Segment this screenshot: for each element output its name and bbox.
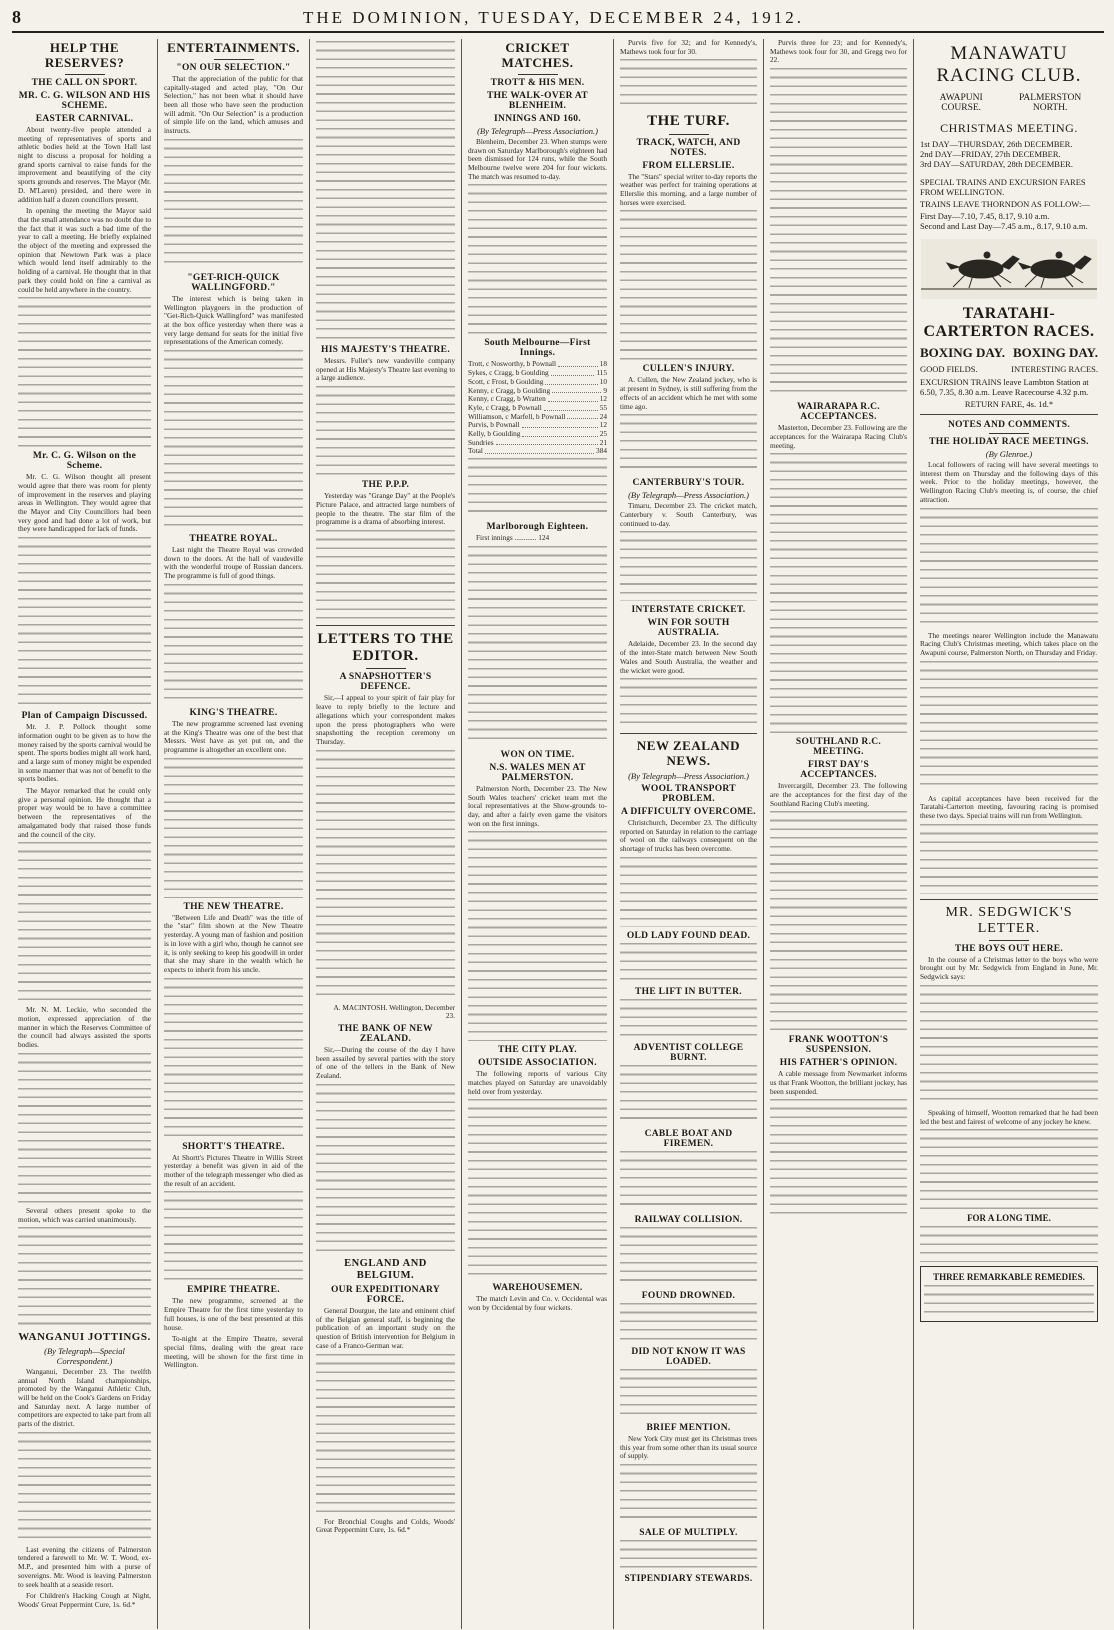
- paragraph: Speaking of himself, Wootton remarked that he had been led the best and fairest of welcome of any jockey he knew.: [920, 1107, 1098, 1126]
- runs-value: 21: [599, 437, 607, 447]
- subhead: OUR EXPEDITIONARY FORCE.: [330, 1284, 440, 1305]
- subhead: RAILWAY COLLISION.: [634, 1214, 743, 1225]
- subhead: THE P.P.P.: [361, 480, 410, 491]
- paragraph: "Between Life and Death" was the title of the "star" film shown at the New Theatre yesterday. A young man of fashion and position is in love with a girl who, though he cannot see it, is only seeking to keep his goodwill in order that she may share in the wealth which he expects to inherit from his uncle.: [164, 912, 303, 974]
- paragraph: First innings ............ 124: [476, 533, 550, 543]
- headline-turf: THE TURF.: [647, 113, 730, 130]
- column-6: [764, 39, 914, 1629]
- racehorse-illustration: [921, 239, 1097, 299]
- headline-sedgwick: MR. SEDGWICK'S LETTER.: [945, 904, 1073, 936]
- subhead: STIPENDIARY STEWARDS.: [624, 1574, 753, 1584]
- batsman-name: Williamson, c Marfell, b Pownall: [468, 411, 566, 421]
- subhead: SHORTT'S THEATRE.: [182, 1141, 285, 1152]
- paragraph: The new programme screened last evening at the King's Theatre was one of the best that Messrs. West have as yet put on, and the programme is altogether an excellent one.: [164, 718, 303, 754]
- subhead: HIS MAJESTY'S THEATRE.: [321, 345, 450, 355]
- subhead: N.S. WALES MEN AT PALMERSTON.: [489, 762, 586, 783]
- remedy-advert: [920, 1266, 1098, 1322]
- train-times: [920, 211, 1098, 231]
- batsman-name: Sykes, c Cragg, b Goulding: [468, 368, 549, 378]
- subhead: Marlborough Eighteen.: [486, 522, 589, 533]
- headline-nz-news: NEW ZEALAND NEWS.: [636, 738, 741, 769]
- paragraph: Purvis five for 32; and for Kennedy's, Mathews took four for 30.: [620, 39, 757, 56]
- paragraph: Mr. N. M. Leckie, who seconded the motion, expressed appreciation of the manner in which the Reserves Committee of the council had always assisted the sports bodies.: [18, 1005, 151, 1050]
- paragraph: Last night the Theatre Royal was crowded down to the doors. At the hall of vaudeville with the wonderful troupe of Russian dancers. The programme is full of good things.: [164, 545, 303, 581]
- return-fare: RETURN FARE, 4s. 1d.*: [964, 399, 1054, 409]
- batsman-name: Trott, c Nosworthy, b Pownall: [468, 359, 557, 369]
- headline-letters: LETTERS TO THE EDITOR.: [317, 630, 454, 665]
- paragraph: The Mayor remarked that he could only give a personal opinion. He thought that a proper way would be to have a committee between the representatives of the amalgamated body that raised those funds and the council of the city.: [18, 786, 151, 839]
- paragraph: Blenheim, December 23. When stumps were drawn on Saturday Marlborough's eighteen had been dismissed for 124 runs, while the South Melbourne twelve were 204 for four wickets. The match was resumed to-day.: [468, 136, 607, 181]
- column-5: [614, 39, 764, 1629]
- subhead: THE LIFT IN BUTTER.: [635, 986, 742, 997]
- headline-wanganui: WANGANUI JOTTINGS.: [18, 1331, 151, 1344]
- subhead: CULLEN'S INJURY.: [642, 364, 735, 375]
- paragraph: At Shortt's Pictures Theatre in Willis Street yesterday a benefit was given in aid of the mother of the telegraph messenger who died as the result of an accident.: [164, 1152, 303, 1188]
- subhead: MR. C. G. WILSON AND HIS SCHEME.: [18, 90, 151, 111]
- score-row: [468, 447, 607, 456]
- day-line: 2nd DAY—FRIDAY, 27th DECEMBER.: [920, 149, 1061, 159]
- paragraph: The interest which is being taken in Wellington playgoers in the production of "Get-Rich-Quick Wallingford" was manifested at the box office yesterday when there was a very large demand for seats for the initial five representations of the American comedy.: [164, 293, 303, 347]
- subhead: FIRST DAY'S ACCEPTANCES.: [800, 760, 877, 781]
- runs-value: 115: [596, 368, 607, 378]
- subhead: THE CITY PLAY.: [498, 1045, 577, 1056]
- subhead: THEATRE ROYAL.: [189, 534, 278, 545]
- paragraph: The "Stars" special writer to-day reports the weather was perfect for training operations at Ellerslie this morning, and a large number of horses were exercised.: [620, 171, 757, 207]
- subhead: INNINGS AND 160.: [494, 113, 581, 124]
- deck: (By Telegraph—Special Correspondent.): [44, 1345, 125, 1366]
- subhead: THE CALL ON SPORT.: [31, 77, 138, 88]
- paragraph: Several others present spoke to the motion, which was carried unanimously.: [18, 1205, 151, 1224]
- batsman-name: Kenny, c Cragg, b Wratten: [468, 394, 546, 404]
- subhead: EASTER CARNIVAL.: [35, 113, 134, 124]
- runs-value: 25: [599, 429, 607, 439]
- column-3: [310, 39, 462, 1629]
- paragraph: A cable message from Newmarket informs us that Frank Wootton, the brilliant jockey, has been suspended.: [770, 1069, 907, 1096]
- subhead: ADVENTIST COLLEGE BURNT.: [633, 1042, 744, 1063]
- meeting-name: CHRISTMAS MEETING.: [940, 121, 1078, 135]
- column-1: [12, 39, 158, 1629]
- masthead-title: THE DOMINION, TUESDAY, DECEMBER 24, 1912.: [303, 8, 804, 27]
- paragraph: About twenty-five people attended a meeting of representatives of sports and athletic bodies held at the Town Hall last night to discuss a proposal for holding a grand sports carnival to raise funds for the improvement and beautifying of the city sports grounds and reserves. The Mayor (Mr. D. M'Laren) presided, and there were in addition half a dozen councillors present.: [18, 124, 151, 204]
- subhead: WAREHOUSEMEN.: [492, 1283, 583, 1294]
- paragraph: General Dourgue, the late and eminent chief of the Belgian general staff, is beginning the publication of an important study on the question of British intervention for Belgium in case of a Franco-German war.: [316, 1305, 455, 1350]
- column-2: [158, 39, 310, 1629]
- subhead: South Melbourne—First Innings.: [484, 338, 591, 359]
- subhead: FOUND DROWNED.: [641, 1290, 736, 1301]
- paragraph: Sir,—I appeal to your spirit of fair play for leave to reply briefly to the lecture and allegations which your correspondent makes upon the press photographers who were snapshotting the reception ceremony on Thursday.: [316, 693, 455, 746]
- subhead: "ON OUR SELECTION.": [176, 62, 291, 73]
- paragraph: Timaru, December 23. The cricket match, Canterbury v. South Canterbury, was continued to-day.: [620, 501, 757, 528]
- batsman-name: Total: [468, 446, 483, 456]
- headline-help-reserves: HELP THE RESERVES?: [44, 40, 125, 70]
- subhead: THE HOLIDAY RACE MEETINGS.: [929, 437, 1089, 447]
- subhead: FOR A LONG TIME.: [967, 1213, 1051, 1224]
- batsman-name: Purvis, b Pownall: [468, 420, 520, 430]
- batsman-name: Kelly, b Goulding: [468, 429, 521, 439]
- batsman-name: Kenny, c Cragg, b Goulding: [468, 385, 551, 395]
- taratahi-title: TARATAHI-CARTERTON RACES.: [923, 305, 1095, 340]
- subhead: NOTES AND COMMENTS.: [947, 420, 1071, 430]
- subhead: DID NOT KNOW IT WAS LOADED.: [631, 1346, 746, 1367]
- runs-value: 9: [603, 385, 607, 395]
- subhead: THE BOYS OUT HERE.: [954, 943, 1064, 954]
- page-number: 8: [12, 7, 21, 27]
- subhead: CANTERBURY'S TOUR.: [632, 478, 745, 489]
- paragraph: Invercargill, December 23. The following are the acceptances for the first day of the Southland Racing Club's meeting.: [770, 781, 907, 808]
- subhead: OUTSIDE ASSOCIATION.: [478, 1058, 597, 1069]
- paragraph: Purvis three for 23; and for Kennedy's, Mathews took four for 30, and Gregg two for 22.: [770, 39, 907, 65]
- batsman-name: Sundries: [468, 437, 494, 447]
- train-line: Second and Last Day—7.45 a.m., 8.17, 9.10 a.m.: [920, 221, 1088, 231]
- column-4: [462, 39, 614, 1629]
- scorecard: [468, 360, 607, 456]
- deck: (By Telegraph—Press Association.): [628, 771, 749, 782]
- columns: [12, 39, 1104, 1629]
- subhead: THE WALK-OVER AT BLENHEIM.: [486, 90, 589, 111]
- advert-line: For Children's Hacking Cough at Night, Woods' Great Peppermint Cure, 1s. 6d.*: [18, 1591, 151, 1609]
- course-name: AWAPUNI COURSE.: [939, 93, 983, 113]
- paragraph: Masterton, December 23. Following are the acceptances for the Wairarapa Racing Club's meeting.: [770, 423, 907, 450]
- subhead: SALE OF MULTIPLY.: [639, 1528, 738, 1538]
- headline-cricket: CRICKET MATCHES.: [501, 40, 574, 70]
- paragraph: Mr. C. G. Wilson thought all present would agree that there was room for plenty of improvement in the reserves and playing areas in Wellington. They would agree that the Mayor and City Councillors had been very good and had done a lot of work, but they were handicapped for lack of funds.: [18, 472, 151, 534]
- subhead: WAIRARAPA R.C. ACCEPTANCES.: [797, 402, 880, 423]
- masthead: [12, 6, 1104, 33]
- subhead: EMPIRE THEATRE.: [187, 1285, 280, 1296]
- subhead: WOOL TRANSPORT PROBLEM.: [641, 784, 736, 805]
- paragraph: Sir,—During the course of the day I have been assailed by several parties with the story of one of the tellers in the Bank of New Zealand.: [316, 1045, 455, 1081]
- meeting-days: [920, 139, 1098, 169]
- paragraph: To-night at the Empire Theatre, several special films, dealing with the great race meeting, will be shown for the first time in Wellington.: [164, 1334, 303, 1370]
- paragraph: Christchurch, December 23. The difficulty reported on Saturday in relation to the carriage of wool on the railways consequent on the shortage of trucks has been overcome.: [620, 818, 757, 854]
- train-times-heading: TRAINS LEAVE THORNDON AS FOLLOW:—: [920, 199, 1090, 209]
- subhead: WON ON TIME.: [500, 749, 575, 760]
- headline-england-belgium: ENGLAND AND BELGIUM.: [344, 1257, 427, 1281]
- subhead: CABLE BOAT AND FIREMEN.: [644, 1128, 733, 1149]
- remedy-title: THREE REMARKABLE REMEDIES.: [933, 1272, 1085, 1283]
- subhead: OLD LADY FOUND DEAD.: [626, 930, 751, 941]
- paragraph: New York City must get its Christmas trees this year from some other than its usual source of supply.: [620, 1433, 757, 1461]
- signature: A. MACINTOSH. Wellington, December 23.: [333, 1002, 455, 1021]
- runs-value: 24: [599, 411, 607, 421]
- subhead: TRACK, WATCH, AND NOTES.: [636, 137, 741, 158]
- subhead: THE BANK OF NEW ZEALAND.: [338, 1024, 433, 1045]
- runs-value: 384: [596, 446, 607, 456]
- subhead: HIS FATHER'S OPINION.: [779, 1058, 898, 1069]
- score-row: [468, 439, 607, 448]
- special-trains: SPECIAL TRAINS AND EXCURSION FARES FROM WELLINGTON.: [920, 177, 1086, 197]
- byline: (By Glenroe.): [985, 449, 1033, 459]
- taratahi-advert: [920, 305, 1098, 409]
- subhead: WIN FOR SOUTH AUSTRALIA.: [647, 618, 730, 639]
- column-7: [914, 39, 1104, 1629]
- paragraph: Adelaide, December 23. In the second day of the inter-State match between New South Wales and South Australia, the weather and the wicket were good.: [620, 639, 757, 675]
- batsman-name: Scott, c Frost, b Goulding: [468, 376, 544, 386]
- deck: (By Telegraph—Press Association.): [477, 125, 598, 136]
- day-line: 1st DAY—THURSDAY, 26th DECEMBER.: [920, 139, 1073, 149]
- advert-line: For Bronchial Coughs and Colds, Woods' Great Peppermint Cure, 1s. 6d.*: [316, 1516, 455, 1535]
- paragraph: Wanganui, December 23. The twelfth annual North Island championships, promoted by the Wanganui Athletic Club, will be held on the Cook's Gardens on Friday and Saturday next. A large number of competitors are expected to take part from all parts of the district.: [18, 1366, 151, 1429]
- runs-value: 12: [599, 420, 607, 430]
- subhead: BRIEF MENTION.: [646, 1422, 731, 1433]
- runs-value: 10: [599, 376, 607, 386]
- subhead: A DIFFICULTY OVERCOME.: [621, 807, 756, 818]
- subhead: THE NEW THEATRE.: [183, 901, 284, 912]
- paragraph: A. Cullen, the New Zealand jockey, who is at present in Sydney, is still suffering from the effects of an accident which he met with some time ago.: [620, 375, 757, 411]
- runs-value: 12: [599, 394, 607, 404]
- subhead: SOUTHLAND R.C. MEETING.: [795, 737, 882, 758]
- subhead: "GET-RICH-QUICK WALLINGFORD.": [187, 272, 280, 293]
- paragraph: Local followers of racing will have several meetings to interest them on Thursday and the following days of this week. Prior to the holiday meetings, however, the Wellington Racing Club's meeting is, of course, the chief attraction.: [920, 460, 1098, 504]
- paragraph: Messrs. Fuller's new vaudeville company opened at His Majesty's Theatre last evening to a large audience.: [316, 356, 455, 383]
- paragraph: The following reports of various City matches played on Saturday are unavoidably held over from yesterday.: [468, 1069, 607, 1096]
- paragraph: Last evening the citizens of Palmerston tendered a farewell to Mr. W. T. Wood, ex-M.P., and presented him with a purse of sovereigns. Mr. Wood is leaving Palmerston to seek health at a seaside resort.: [18, 1544, 151, 1589]
- paragraph: In opening the meeting the Mayor said that the small attendance was no doubt due to the fact that it was such a bad time of the year to call a meeting. He briefly explained the object of the meeting and expressed the opinion that Newtown Park was a place which would lend itself admirably to the holding of a carnival. He thought that in that park they could hold on fine a carnival as could be held anywhere in the country.: [18, 206, 151, 294]
- runs-value: 55: [599, 402, 607, 412]
- paragraph: Mr. J. P. Pollock thought some information ought to be given as to how the money raised by the sports carnival would be spent. The sports bodies might all work hard, and a large sum of money might be expended in some manner that was not of benefit to the sports bodies.: [18, 722, 151, 784]
- interesting-races: INTERESTING RACES.: [1011, 364, 1098, 374]
- runs-value: 18: [599, 359, 607, 369]
- train-line: First Day—7.10, 7.45, 8.17, 9.10 a.m.: [920, 211, 1050, 221]
- town-name: PALMERSTON NORTH.: [1018, 93, 1082, 113]
- boxing-day-label: BOXING DAY.: [1012, 345, 1098, 360]
- excursion-trains: EXCURSION TRAINS leave Lambton Station at 6.50, 7.35, 8.30 a.m. Leave Racecourse 4.32 p.m.: [920, 377, 1089, 397]
- paragraph: Yesterday was "Grange Day" at the People's Picture Palace, and attracted large numbers of people to the theatre. The star film of the programme is a drama of absorbing interest.: [316, 491, 455, 527]
- subhead: FROM ELLERSLIE.: [642, 160, 735, 171]
- subhead: Plan of Campaign Discussed.: [21, 711, 148, 722]
- paragraph: As capital acceptances have been received for the Taratahi-Carterton meeting, favouring racing is promised these two days. Special trains will run from Wellington.: [920, 793, 1098, 821]
- club-name: MANAWATU RACING CLUB.: [936, 43, 1082, 86]
- subhead: Mr. C. G. Wilson on the Scheme.: [32, 451, 137, 472]
- subhead: INTERSTATE CRICKET.: [631, 605, 746, 616]
- subhead: TROTT & HIS MEN.: [490, 77, 585, 88]
- boxing-day-label: BOXING DAY.: [920, 345, 1006, 360]
- paragraph: The meetings nearer Wellington include the Manawatu Racing Club's Christmas meeting, which takes place on the Awapuni course, Palmerston North, on Thursday and Friday.: [920, 630, 1098, 657]
- paragraph: In the course of a Christmas letter to the boys who were brought out by Mr. Sedgwick from England in June, Mr. Sedgwick says:: [920, 954, 1098, 982]
- paragraph: Palmerston North, December 23. The New South Wales teachers' cricket team met the local representatives at the Show-grounds to-day, and after a fairly even game the visitors won on the first innings.: [468, 783, 607, 828]
- subhead: FRANK WOOTTON'S SUSPENSION.: [788, 1035, 889, 1056]
- good-fields: GOOD FIELDS.: [920, 364, 978, 374]
- day-line: 3rd DAY—SATURDAY, 28th DECEMBER.: [920, 159, 1073, 169]
- subhead: A SNAPSHOTTER'S DEFENCE.: [339, 672, 432, 693]
- paragraph: That the appreciation of the public for that capitally-staged and acted play, "On Our Selection," has not been what it should have been all those who have seen the production will admit. "On Our Selection" is a production of simple life on the land, which amuses and instructs.: [164, 73, 303, 136]
- paragraph: The match Levin and Co. v. Occidental was won by Occidental by four wickets.: [468, 1294, 607, 1313]
- manawatu-advert: [920, 43, 1098, 231]
- batsman-name: Kyle, c Cragg, b Pownall: [468, 402, 542, 412]
- deck: (By Telegraph—Press Association.): [628, 490, 749, 501]
- subhead: KING'S THEATRE.: [189, 707, 278, 718]
- paragraph: The new programme, screened at the Empire Theatre for the first time yesterday to full houses, is one of the best presented at this house.: [164, 1296, 303, 1332]
- headline-entertainments: ENTERTAINMENTS.: [167, 40, 300, 55]
